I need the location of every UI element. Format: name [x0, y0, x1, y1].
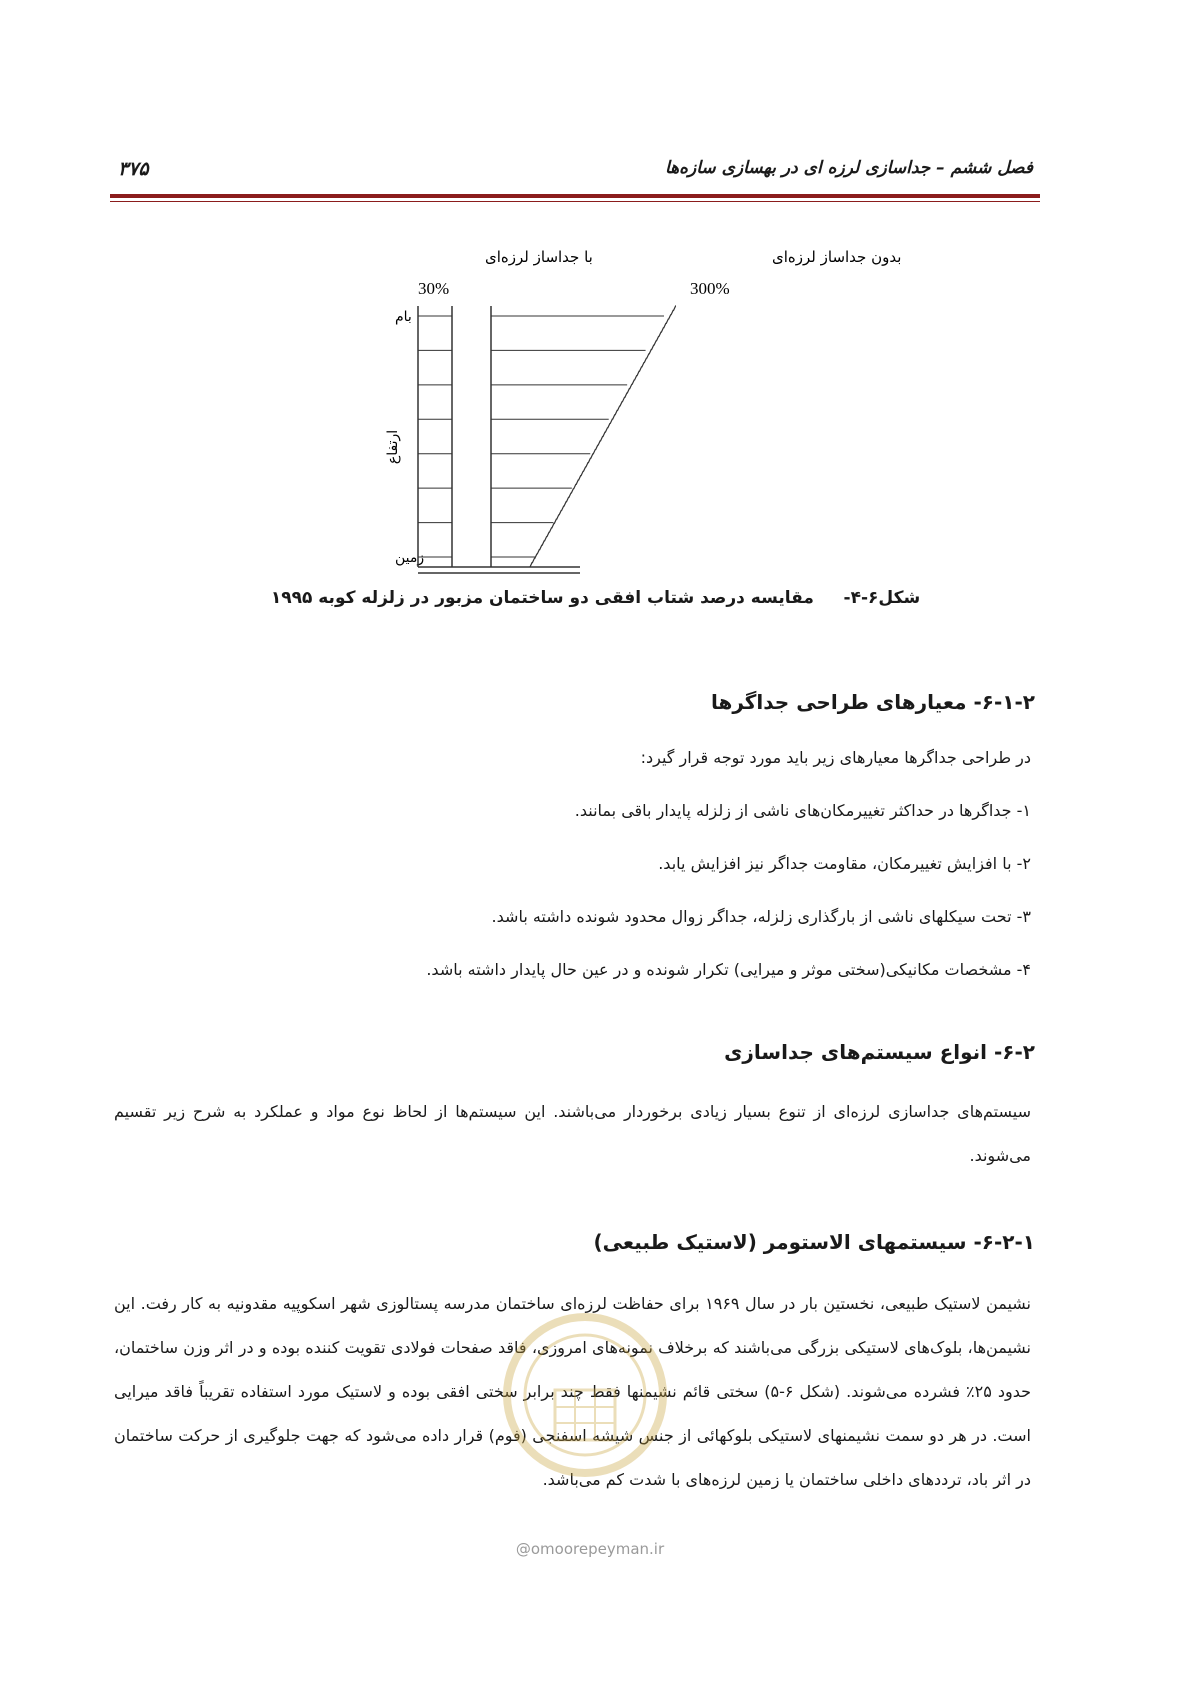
label-ground: زمین — [395, 550, 425, 566]
label-height: ارتفاع — [385, 429, 401, 465]
non-isolated-floor-lines — [491, 316, 664, 557]
criteria-item: ۱- جداگرها در حداکثر تغییرمکان‌های ناشی از زلزله پایدار باقی بمانند. — [574, 801, 1031, 820]
page-number: ۳۷۵ — [118, 158, 149, 180]
isolated-building — [418, 306, 452, 567]
running-header: فصل ششم – جداسازی لرزه ای در بهسازی سازه‌ها — [664, 158, 1033, 178]
acceleration-comparison-figure — [0, 0, 1191, 620]
base-slab — [418, 567, 580, 573]
criteria-intro: در طراحی جداگرها معیارهای زیر باید مورد توجه قرار گیرد: — [640, 748, 1031, 767]
section-heading-types: ۶-۲- انواع سیستم‌های جداسازی — [724, 1040, 1035, 1064]
acceleration-profile — [530, 306, 676, 567]
isolated-floor-lines — [418, 316, 452, 557]
percent-non-isolated: 300% — [690, 279, 730, 298]
criteria-item: ۴- مشخصات مکانیکی(سختی موثر و میرایی) تکرار شونده و در عین حال پایدار داشته باشد. — [426, 960, 1031, 979]
elastomer-paragraph-text: نشیمن لاستیک طبیعی، نخستین بار در سال ۱۹۶۹ برای حفاظت لرزه‌ای ساختمان مدرسه پستالوزی شهر اسکوپیه مقدونیه به کار رفت. این نشیمن‌ها، بلوک‌های لاستیکی بزرگی می‌باشند که برخلاف نمونه‌های امروزی، فاقد صفحات فولادی تقویت کننده بوده و در اثر وزن ساختمان، حدود ۲۵٪ فشرده می‌شوند. (شکل ۶-۵) سختی قائم نشیمنها فقط چند برابر سختی افقی بوده و لاستیک مورد استفاده تقریباً فاقد میرایی است. در هر دو سمت نشیمنهای لاستیکی بلوکهائی از جنس شیشه اسفنجی (فوم) قرار داده می‌شود که جهت جلوگیری از حرکت ساختمان در اثر باد، ترددهای داخلی ساختمان یا زمین لرزه‌های با شدت کم می‌باشد. — [114, 1294, 1032, 1489]
label-isolated: با جداساز لرزه‌ای — [485, 248, 593, 266]
watermark-url: @omoorepeyman.ir — [515, 1540, 665, 1558]
section-heading-elastomer: ۶-۲-۱- سیستمهای الاستومر (لاستیک طبیعی) — [593, 1230, 1035, 1254]
label-roof: بام — [395, 309, 412, 325]
percent-isolated: 30% — [418, 279, 450, 298]
types-paragraph — [114, 1090, 1031, 1178]
criteria-item: ۲- با افزایش تغییرمکان، مقاومت جداگر نیز افزایش یابد. — [658, 854, 1031, 873]
label-non-isolated: بدون جداساز لرزه‌ای — [772, 248, 902, 266]
watermark-logo-icon — [500, 1310, 670, 1480]
criteria-item: ۳- تحت سیکلهای ناشی از بارگذاری زلزله، جداگر زوال محدود شونده داشته باشد. — [491, 907, 1031, 926]
section-heading-criteria: ۶-۱-۲- معیارهای طراحی جداگرها — [710, 690, 1035, 714]
figure-caption: شکل۶-۴- مقایسه درصد شتاب افقی دو ساختمان مزبور در زلزله کوبه ۱۹۹۵ — [270, 588, 921, 608]
non-isolated-building — [491, 306, 676, 567]
types-paragraph-text: سیستم‌های جداسازی لرزه‌ای از تنوع بسیار زیادی برخوردار می‌باشند. این سیستم‌ها از لحاظ نوع مواد و عملکرد به شرح زیر تقسیم می‌شوند. — [114, 1102, 1031, 1165]
